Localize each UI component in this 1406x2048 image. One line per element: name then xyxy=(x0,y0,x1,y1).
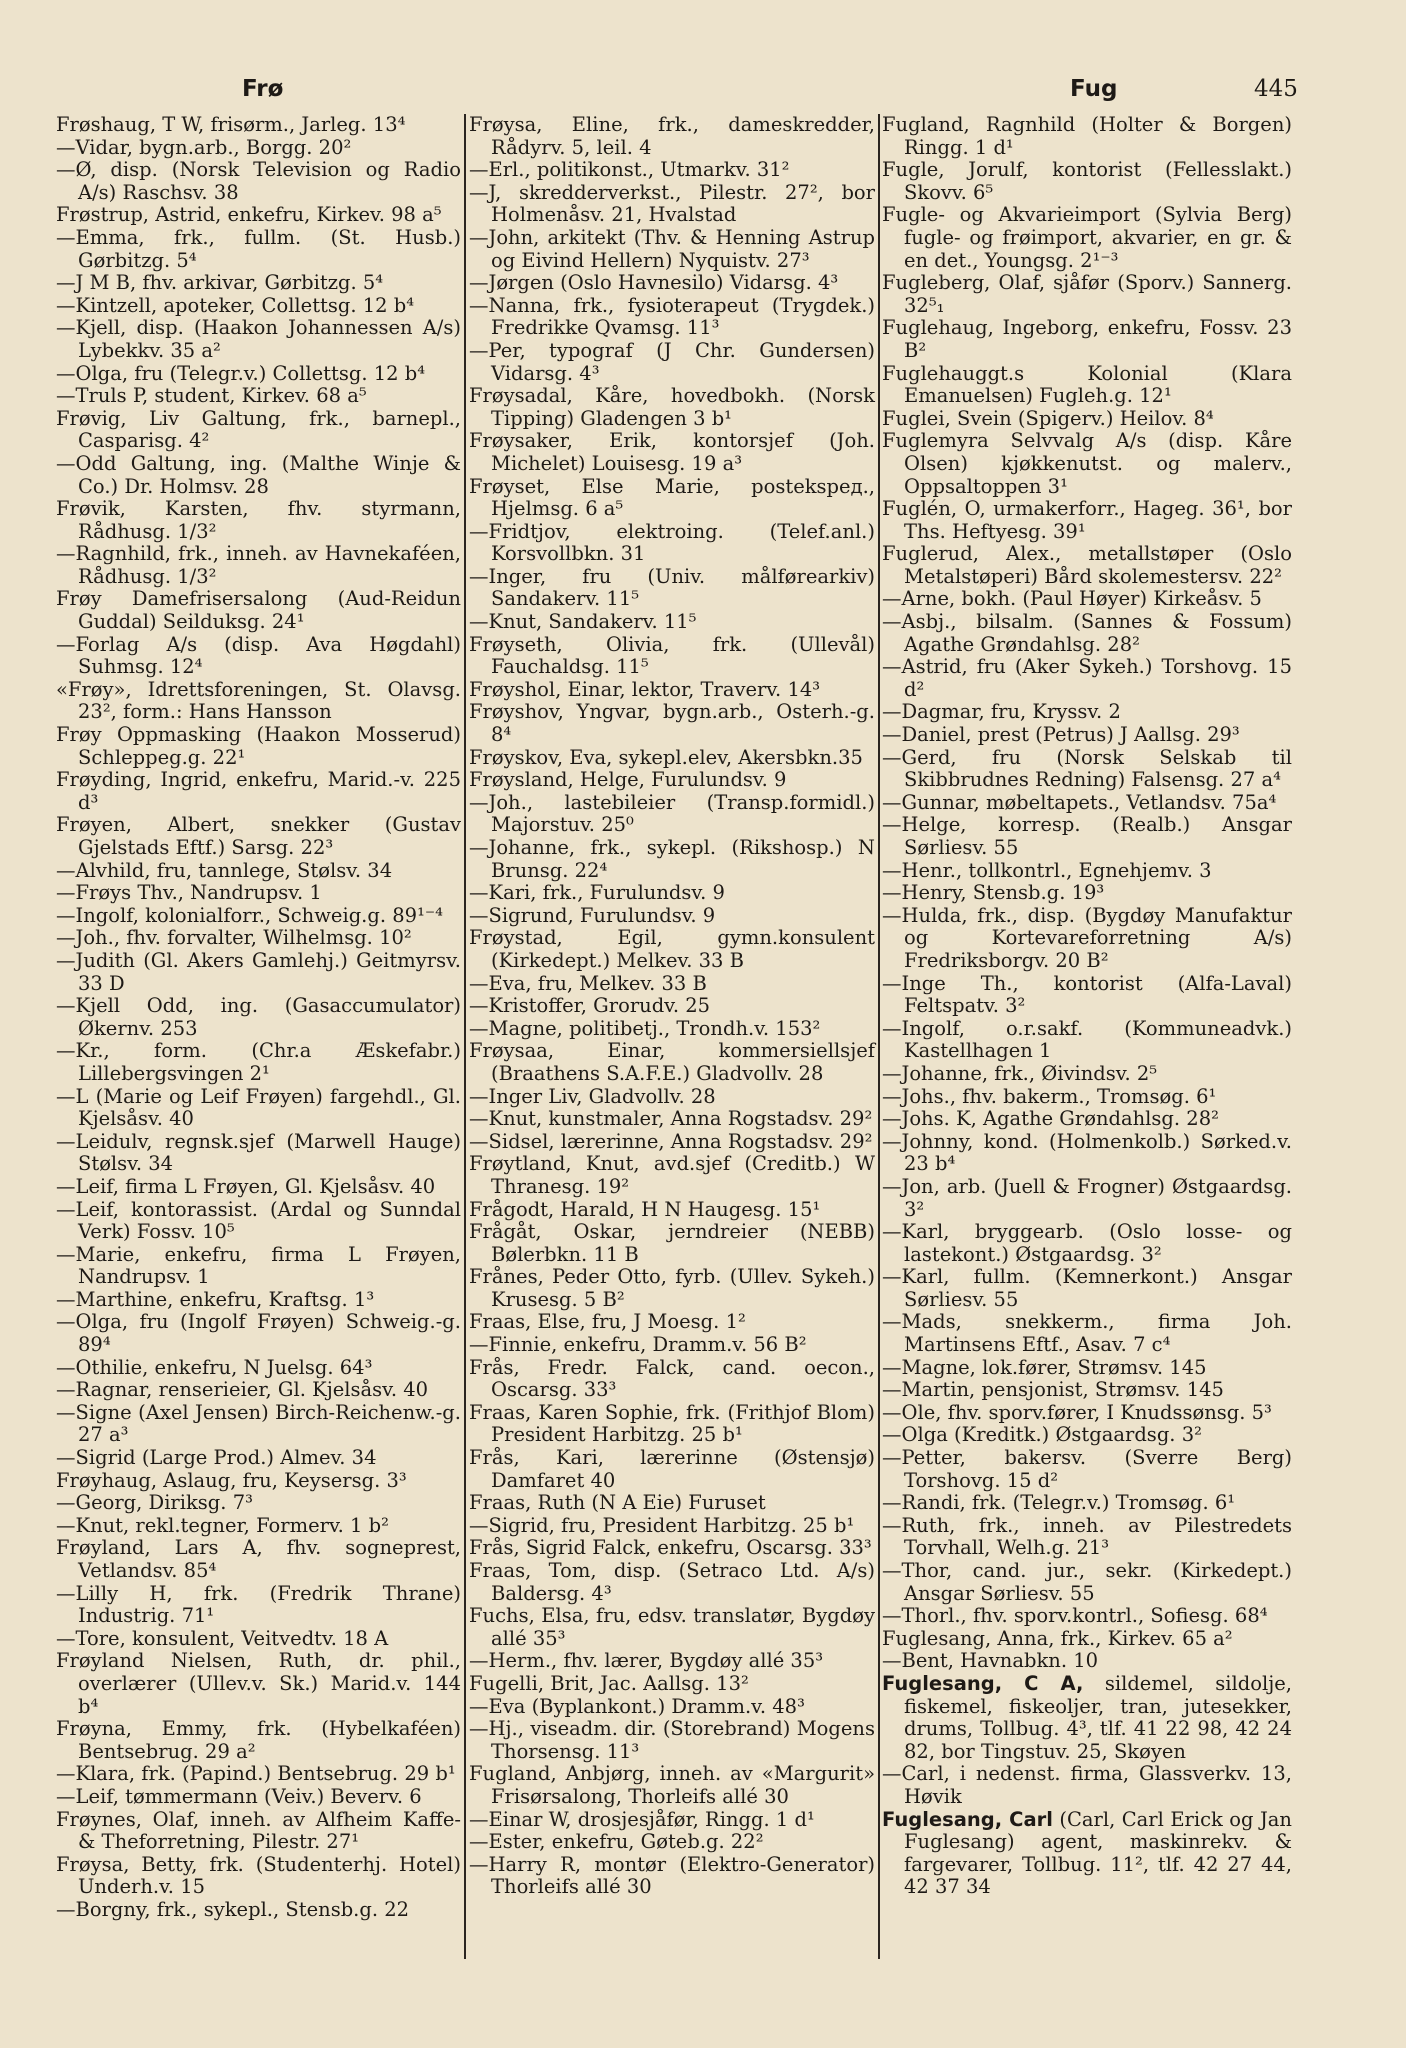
directory-entry: Frøysa, Betty, frk. (Studenterhj. Hotel) Underh.v. 15 xyxy=(56,1852,461,1899)
directory-entry: —Gunnar, møbeltapets., Vetlandsv. 75a⁴ xyxy=(882,790,1277,814)
directory-entry: —Emma, frk., fullm. (St. Husb.) Gørbitzg. 5⁴ xyxy=(56,225,461,272)
directory-entry: —Leif, firma L Frøyen, Gl. Kjelsåsv. 40 xyxy=(56,1174,436,1198)
directory-entry: Frøyen, Albert, snekker (Gustav Gjelstads Eftf.) Sarsg. 22³ xyxy=(56,813,461,859)
directory-entry: —Borgny, frk., sykepl., Stensb.g. 22 xyxy=(56,1897,410,1921)
directory-entry: Frånes, Peder Otto, fyrb. (Ullev. Sykeh.) Krusesg. 5 B² xyxy=(469,1265,875,1311)
directory-entry: Frøy Oppmasking (Haakon Mosserud) Schleppeg.g. 22¹ xyxy=(56,723,461,769)
directory-entry: —Hulda, frk., disp. (Bygdøy Manufaktur og Kortevareforretning A/s) Fredriksborgv. 20 B² xyxy=(882,903,1292,972)
directory-entry: —Kjell, disp. (Haakon Johannessen A/s) Lybekkv. 35 a² xyxy=(56,316,461,362)
directory-entry: —Leif, tømmermann (Veiv.) Beverv. 6 xyxy=(56,1784,422,1808)
directory-entry: Frøyhaug, Aslaug, fru, Keysersg. 3³ xyxy=(56,1468,407,1492)
directory-entry: —Martin, pensjonist, Strømsv. 145 xyxy=(882,1378,1224,1402)
directory-entry: —Sigrid, fru, President Harbitzg. 25 b¹ xyxy=(469,1513,855,1537)
directory-entry: —Johnny, kond. (Holmenkolb.) Sørked.v. 23 b⁴ xyxy=(882,1129,1292,1176)
entry-text: sildemel, sildolje, fiskemel, fiskeoljer, tran, jutesekker, drums, Tollbug. 4³, tlf. 41 22 98, 42 24 82, bor Tingstuv. 25, Skøyen xyxy=(904,1671,1292,1763)
directory-entry: Fugle, Jorulf, kontorist (Fellesslakt.) Skovv. 6⁵ xyxy=(882,158,1292,204)
directory-entry: —Othilie, enkefru, N Juelsg. 64³ xyxy=(56,1355,373,1379)
directory-entry: —Eva, fru, Melkev. 33 B xyxy=(469,971,707,995)
directory-entry: Fuglemyra Selvvalg A/s (disp. Kåre Olsen) kjøkkenutst. og malerv., Oppsaltoppen 3¹ xyxy=(882,429,1292,498)
directory-entry: —Ingolf, o.r.sakf. (Kommuneadvk.) Kastellhagen 1 xyxy=(882,1016,1292,1063)
directory-entry: Frågåt, Oskar, jerndreier (NEBB) Bølerbkn. 11 B xyxy=(469,1220,875,1266)
directory-entry: Frøyseth, Olivia, frk. (Ullevål) Fauchaldsg. 11⁵ xyxy=(469,632,875,679)
directory-entry: Fraas, Karen Sophie, frk. (Frithjof Blom) President Harbitzg. 25 b¹ xyxy=(469,1400,875,1447)
directory-entry: Fuglei, Svein (Spigerv.) Heilov. 8⁴ xyxy=(882,406,1214,430)
header-left-keyword: Frø xyxy=(242,76,284,102)
directory-entry: —Joh., lastebileier (Transp.formidl.) Majorstuv. 25⁰ xyxy=(469,790,875,837)
directory-entry: —Alvhild, fru, tannlege, Stølsv. 34 xyxy=(56,858,393,882)
directory-entry: —Ester, enkefru, Gøteb.g. 22² xyxy=(469,1830,764,1854)
directory-entry: —Kristoffer, Grorudv. 25 xyxy=(469,994,711,1018)
directory-entry: Frøytland, Knut, avd.sjef (Creditb.) W Thranesg. 19² xyxy=(469,1152,875,1198)
directory-entry: —Lilly H, frk. (Fredrik Thrane) Industrig. 71¹ xyxy=(56,1581,461,1628)
directory-entry: —Vidar, bygn.arb., Borgg. 20² xyxy=(56,135,352,159)
directory-entry: —Ruth, frk., inneh. av Pilestredets Torvhall, Welh.g. 21³ xyxy=(882,1513,1292,1560)
directory-entry xyxy=(882,1809,1292,1899)
directory-entry: —Henry, Stensb.g. 19³ xyxy=(882,881,1105,905)
directory-entry: Fuglén, O, urmakerforr., Hageg. 36¹, bor Ths. Heftyesg. 39¹ xyxy=(882,497,1292,543)
directory-entry: —Johs. K, Agathe Grøndahlsg. 28² xyxy=(882,1107,1219,1131)
directory-entry: Frøshaug, T W, frisørm., Jarleg. 13⁴ xyxy=(56,113,406,136)
directory-entry: Fugleberg, Olaf, sjåfør (Sporv.) Sannerg. 32⁵₁ xyxy=(882,271,1292,317)
column-3 xyxy=(882,114,1292,1899)
directory-entry: —Leif, kontorassist. (Ardal og Sunndal Verk) Fossv. 10⁵ xyxy=(56,1197,461,1244)
directory-entry: —Magne, lok.fører, Strømsv. 145 xyxy=(882,1355,1207,1379)
directory-entry: Fraas, Ruth (N A Eie) Furuset xyxy=(469,1491,766,1515)
directory-entry: —Astrid, fru (Aker Sykeh.) Torshovg. 15 d² xyxy=(882,655,1292,701)
directory-entry: Fuglesang, Anna, frk., Kirkev. 65 a² xyxy=(882,1626,1233,1650)
directory-entry: —Einar W, drosjesjåfør, Ringg. 1 d¹ xyxy=(469,1807,815,1831)
directory-entry: Frås, Kari, lærerinne (Østensjø) Damfaret 40 xyxy=(469,1446,875,1492)
directory-entry: Frøyna, Emmy, frk. (Hybelkaféen) Bentsebrug. 29 a² xyxy=(56,1717,461,1763)
directory-entry: —Arne, bokh. (Paul Høyer) Kirkeåsv. 5 xyxy=(882,587,1262,611)
column-divider xyxy=(464,114,466,1959)
column-1 xyxy=(56,114,461,1922)
directory-entry: —Kintzell, apoteker, Collettsg. 12 b⁴ xyxy=(56,293,415,317)
directory-entry: —Johanne, frk., Øivindsv. 2⁵ xyxy=(882,1061,1158,1085)
directory-entry: —Gerd, fru (Norsk Selskab til Skibbrudnes Redning) Falsensg. 27 a⁴ xyxy=(882,745,1292,792)
directory-entry: Fraas, Tom, disp. (Setraco Ltd. A/s) Baldersg. 4³ xyxy=(469,1559,875,1605)
directory-entry: Frøysadal, Kåre, hovedbokh. (Norsk Tipping) Gladengen 3 b¹ xyxy=(469,384,875,430)
directory-entry: Frøstrup, Astrid, enkefru, Kirkev. 98 a⁵ xyxy=(56,203,442,227)
directory-entry: —Thorl., fhv. sporv.kontrl., Sofiesg. 68⁴ xyxy=(882,1604,1268,1628)
directory-entry: —Karl, bryggearb. (Oslo losse- og lastekont.) Østgaardsg. 3² xyxy=(882,1220,1292,1266)
directory-entry: —Forlag A/s (disp. Ava Høgdahl) Suhmsg. 12⁴ xyxy=(56,632,461,679)
directory-entry: —Bent, Havnabkn. 10 xyxy=(882,1649,1099,1673)
directory-entry: Frøyset, Else Marie, postekspeд., Hjelmsg. 6 a⁵ xyxy=(469,474,875,521)
directory-entry: Frøy Damefrisersalong (Aud-Reidun Guddal) Seilduksg. 24¹ xyxy=(56,587,461,634)
directory-entry: —Odd Galtung, ing. (Malthe Winje & Co.) Dr. Holmsv. 28 xyxy=(56,451,461,498)
directory-entry: —Tore, konsulent, Veitvedtv. 18 A xyxy=(56,1626,389,1650)
directory-entry: —Jon, arb. (Juell & Frogner) Østgaardsg. 3² xyxy=(882,1174,1292,1221)
directory-entry: —Ragnar, renserieier, Gl. Kjelsåsv. 40 xyxy=(56,1378,429,1402)
directory-entry: —J, skredderverkst., Pilestr. 27², bor Holmenåsv. 21, Hvalstad xyxy=(469,180,875,227)
directory-entry: —Leidulv, regnsk.sjef (Marwell Hauge) Stølsv. 34 xyxy=(56,1129,461,1176)
directory-entry: —Petter, bakersv. (Sverre Berg) Torshovg. 15 d² xyxy=(882,1446,1292,1492)
directory-entry: —Asbj., bilsalm. (Sannes & Fossum) Agathe Grøndahlsg. 28² xyxy=(882,610,1292,656)
directory-entry: Frøyland Nielsen, Ruth, dr. phil., overlærer (Ullev.v. Sk.) Marid.v. 144 b⁴ xyxy=(56,1649,461,1718)
directory-entry: Fraas, Else, fru, J Moesg. 1² xyxy=(469,1310,746,1334)
directory-entry: Frøysland, Helge, Furulundsv. 9 xyxy=(469,768,787,792)
directory-entry: Frås, Fredr. Falck, cand. oecon., Oscarsg. 33³ xyxy=(469,1355,875,1402)
directory-entry: Frågodt, Harald, H N Haugesg. 15¹ xyxy=(469,1197,821,1221)
column-2 xyxy=(469,114,875,1899)
directory-entry: —Fridtjov, elektroing. (Telef.anl.) Korsvollbkn. 31 xyxy=(469,519,875,566)
directory-entry: —Sidsel, lærerinne, Anna Rogstadsv. 29² xyxy=(469,1129,873,1153)
directory-entry: —Harry R, montør (Elektro-Generator) Thorleifs allé 30 xyxy=(469,1852,875,1899)
directory-entry: —Olga, fru (Telegr.v.) Collettsg. 12 b⁴ xyxy=(56,361,426,385)
directory-entry: —L (Marie og Leif Frøyen) fargehdl., Gl. Kjelsåsv. 40 xyxy=(56,1084,461,1131)
directory-entry: —Jørgen (Oslo Havnesilo) Vidarsg. 4³ xyxy=(469,271,839,295)
directory-entry: Frøvig, Liv Galtung, frk., barnepl., Casparisg. 4² xyxy=(56,406,461,453)
directory-entry: —Eva (Byplankont.) Dramm.v. 48³ xyxy=(469,1694,805,1718)
directory-entry: —John, arkitekt (Thv. & Henning Astrup og Eivind Hellern) Nyquistv. 27³ xyxy=(469,225,875,272)
directory-entry: —Inger Liv, Gladvollv. 28 xyxy=(469,1084,716,1108)
directory-entry: —Georg, Diriksg. 7³ xyxy=(56,1491,253,1515)
directory-entry: Fugland, Anbjørg, inneh. av «Margurit» Frisørsalong, Thorleifs allé 30 xyxy=(469,1762,875,1808)
entry-bold-name: Fuglesang, C A, xyxy=(882,1671,1084,1695)
directory-entry: —Truls P, student, Kirkev. 68 a⁵ xyxy=(56,384,367,408)
directory-entry: Frøyding, Ingrid, enkefru, Marid.-v. 225 d³ xyxy=(56,768,461,814)
directory-entry: —Karl, fullm. (Kemnerkont.) Ansgar Sørliesv. 55 xyxy=(882,1265,1292,1311)
directory-entry: Fuglerud, Alex., metallstøper (Oslo Metalstøperi) Bård skolemestersv. 22² xyxy=(882,542,1292,588)
directory-entry: Frøyshol, Einar, lektor, Traverv. 14³ xyxy=(469,677,821,701)
directory-entry: —Sigrund, Furulundsv. 9 xyxy=(469,903,716,927)
page-header xyxy=(0,72,1406,112)
directory-entry: —Signe (Axel Jensen) Birch-Reichenw.-g. 27 a³ xyxy=(56,1400,461,1447)
directory-entry: —Finnie, enkefru, Dramm.v. 56 B² xyxy=(469,1333,807,1357)
directory-entry: —Olga, fru (Ingolf Frøyen) Schweig.-g. 89⁴ xyxy=(56,1310,461,1357)
directory-entry: —Knut, rekl.tegner, Formerv. 1 b² xyxy=(56,1513,389,1537)
directory-entry: —Nanna, frk., fysioterapeut (Trygdek.) Fredrikke Qvamsg. 11³ xyxy=(469,293,875,340)
directory-entry: —Mads, snekkerm., firma Joh. Martinsens Eftf., Asav. 7 c⁴ xyxy=(882,1310,1292,1357)
directory-entry: —Henr., tollkontrl., Egnehjemv. 3 xyxy=(882,858,1212,882)
directory-entry: —Inger, fru (Univ. målførearkiv) Sandakerv. 11⁵ xyxy=(469,564,875,611)
directory-entry: —Kari, frk., Furulundsv. 9 xyxy=(469,881,725,905)
directory-entry: —Ø, disp. (Norsk Television og Radio A/s) Raschsv. 38 xyxy=(56,158,461,204)
directory-entry: —Kjell Odd, ing. (Gasaccumulator) Økernv. 253 xyxy=(56,994,461,1040)
directory-entry: —Marie, enkefru, firma L Frøyen, Nandrupsv. 1 xyxy=(56,1242,461,1289)
directory-entry: —Joh., fhv. forvalter, Wilhelmsg. 10² xyxy=(56,926,412,950)
directory-entry: —Magne, politibetj., Trondh.v. 153² xyxy=(469,1016,821,1040)
directory-entry: —Ragnhild, frk., inneh. av Havnekaféen, Rådhusg. 1/3² xyxy=(56,542,461,588)
directory-entry: —Marthine, enkefru, Kraftsg. 1³ xyxy=(56,1287,375,1311)
entry-text: (Carl, Carl Erick og Jan Fuglesang) agent, maskinrekv. & fargevarer, Tollbug. 11², tlf. 42 27 44, 42 37 34 xyxy=(904,1807,1292,1899)
directory-entry: —Klara, frk. (Papind.) Bentsebrug. 29 b¹ xyxy=(56,1762,456,1786)
directory-entry: Fugelli, Brit, Jac. Aallsg. 13² xyxy=(469,1671,749,1695)
directory-entry: Frøyland, Lars A, fhv. sogneprest, Vetlandsv. 85⁴ xyxy=(56,1536,461,1582)
directory-entry: —Thor, cand. jur., sekr. (Kirkedept.) Ansgar Sørliesv. 55 xyxy=(882,1559,1292,1605)
directory-entry: —Frøys Thv., Nandrupsv. 1 xyxy=(56,881,322,905)
directory-entry: Frøystad, Egil, gymn.konsulent (Kirkedept.) Melkev. 33 B xyxy=(469,926,875,972)
directory-entry: —Ingolf, kolonialforr., Schweig.g. 89¹⁻⁴ xyxy=(56,903,443,927)
entry-bold-name: Fuglesang, Carl xyxy=(882,1807,1053,1831)
directory-entry: —Judith (Gl. Akers Gamlehj.) Geitmyrsv. 33 D xyxy=(56,948,461,995)
column-divider xyxy=(878,114,880,1959)
directory-entry: —Kr., form. (Chr.a Æskefabr.) Lillebergsvingen 2¹ xyxy=(56,1039,461,1085)
directory-entry: Fuglehaug, Ingeborg, enkefru, Fossv. 23 B² xyxy=(882,316,1292,362)
directory-entry: Frøynes, Olaf, inneh. av Alfheim Kaffe- & Theforretning, Pilestr. 27¹ xyxy=(56,1807,461,1854)
directory-entry: —Daniel, prest (Petrus) J Aallsg. 29³ xyxy=(882,723,1240,747)
directory-entry: —Hj., viseadm. dir. (Storebrand) Mogens Thorsensg. 11³ xyxy=(469,1717,875,1763)
directory-entry: —Ole, fhv. sporv.fører, I Knudssønsg. 5³ xyxy=(882,1400,1272,1424)
directory-entry: —Randi, frk. (Telegr.v.) Tromsøg. 6¹ xyxy=(882,1491,1236,1515)
directory-entry: Fuglehauggt.s Kolonial (Klara Emanuelsen) Fugleh.g. 12¹ xyxy=(882,361,1292,408)
directory-entry xyxy=(882,1673,1292,1763)
directory-entry: Frøysa, Eline, frk., dameskredder, Rådyrv. 5, leil. 4 xyxy=(469,113,875,159)
directory-entry: Frøysaa, Einar, kommersiellsjef (Braathens S.A.F.E.) Gladvollv. 28 xyxy=(469,1039,875,1085)
directory-entry: —Dagmar, fru, Kryssv. 2 xyxy=(882,700,1121,724)
page-number: 445 xyxy=(1254,76,1298,102)
directory-entry: —Per, typograf (J Chr. Gundersen) Vidarsg. 4³ xyxy=(469,338,875,385)
directory-entry: —Helge, korresp. (Realb.) Ansgar Sørliesv. 55 xyxy=(882,813,1292,859)
directory-entry: Frøyskov, Eva, sykepl.elev, Akersbkn.35 xyxy=(469,745,863,769)
directory-entry: —Knut, kunstmaler, Anna Rogstadsv. 29² xyxy=(469,1107,873,1131)
directory-entry: Frøysaker, Erik, kontorsjef (Joh. Michelet) Louisesg. 19 a³ xyxy=(469,429,875,475)
directory-entry: —Carl, i nedenst. firma, Glassverkv. 13, Høvik xyxy=(882,1762,1292,1808)
directory-entry: —Sigrid (Large Prod.) Almev. 34 xyxy=(56,1446,377,1470)
directory-entry: —J M B, fhv. arkivar, Gørbitzg. 5⁴ xyxy=(56,271,384,295)
directory-entry: —Knut, Sandakerv. 11⁵ xyxy=(469,610,697,634)
directory-entry: Frøyshov, Yngvar, bygn.arb., Osterh.-g. 8⁴ xyxy=(469,700,875,747)
directory-entry: Fugle- og Akvarieimport (Sylvia Berg) fugle- og frøimport, akvarier, en gr. & en det., Youngsg. 2¹⁻³ xyxy=(882,203,1292,272)
directory-entry: «Frøy», Idrettsforeningen, St. Olavsg. 23², form.: Hans Hansson xyxy=(56,677,461,724)
header-right-keyword: Fug xyxy=(1070,76,1118,102)
directory-entry: —Olga (Kreditk.) Østgaardsg. 3² xyxy=(882,1423,1202,1447)
directory-entry: Frås, Sigrid Falck, enkefru, Oscarsg. 33³ xyxy=(469,1536,872,1560)
directory-entry: —Herm., fhv. lærer, Bygdøy allé 35³ xyxy=(469,1649,824,1673)
directory-entry: —Johs., fhv. bakerm., Tromsøg. 6¹ xyxy=(882,1084,1217,1108)
directory-entry: Fugland, Ragnhild (Holter & Borgen) Ringg. 1 d¹ xyxy=(882,113,1292,159)
directory-entry: Frøvik, Karsten, fhv. styrmann, Rådhusg. 1/3² xyxy=(56,497,461,543)
directory-entry: —Johanne, frk., sykepl. (Rikshosp.) N Brunsg. 22⁴ xyxy=(469,836,875,882)
directory-entry: Fuchs, Elsa, fru, edsv. translatør, Bygdøy allé 35³ xyxy=(469,1604,875,1650)
directory-entry: —Erl., politikonst., Utmarkv. 31² xyxy=(469,158,790,182)
directory-entry: —Inge Th., kontorist (Alfa-Laval) Feltspatv. 3² xyxy=(882,971,1292,1018)
